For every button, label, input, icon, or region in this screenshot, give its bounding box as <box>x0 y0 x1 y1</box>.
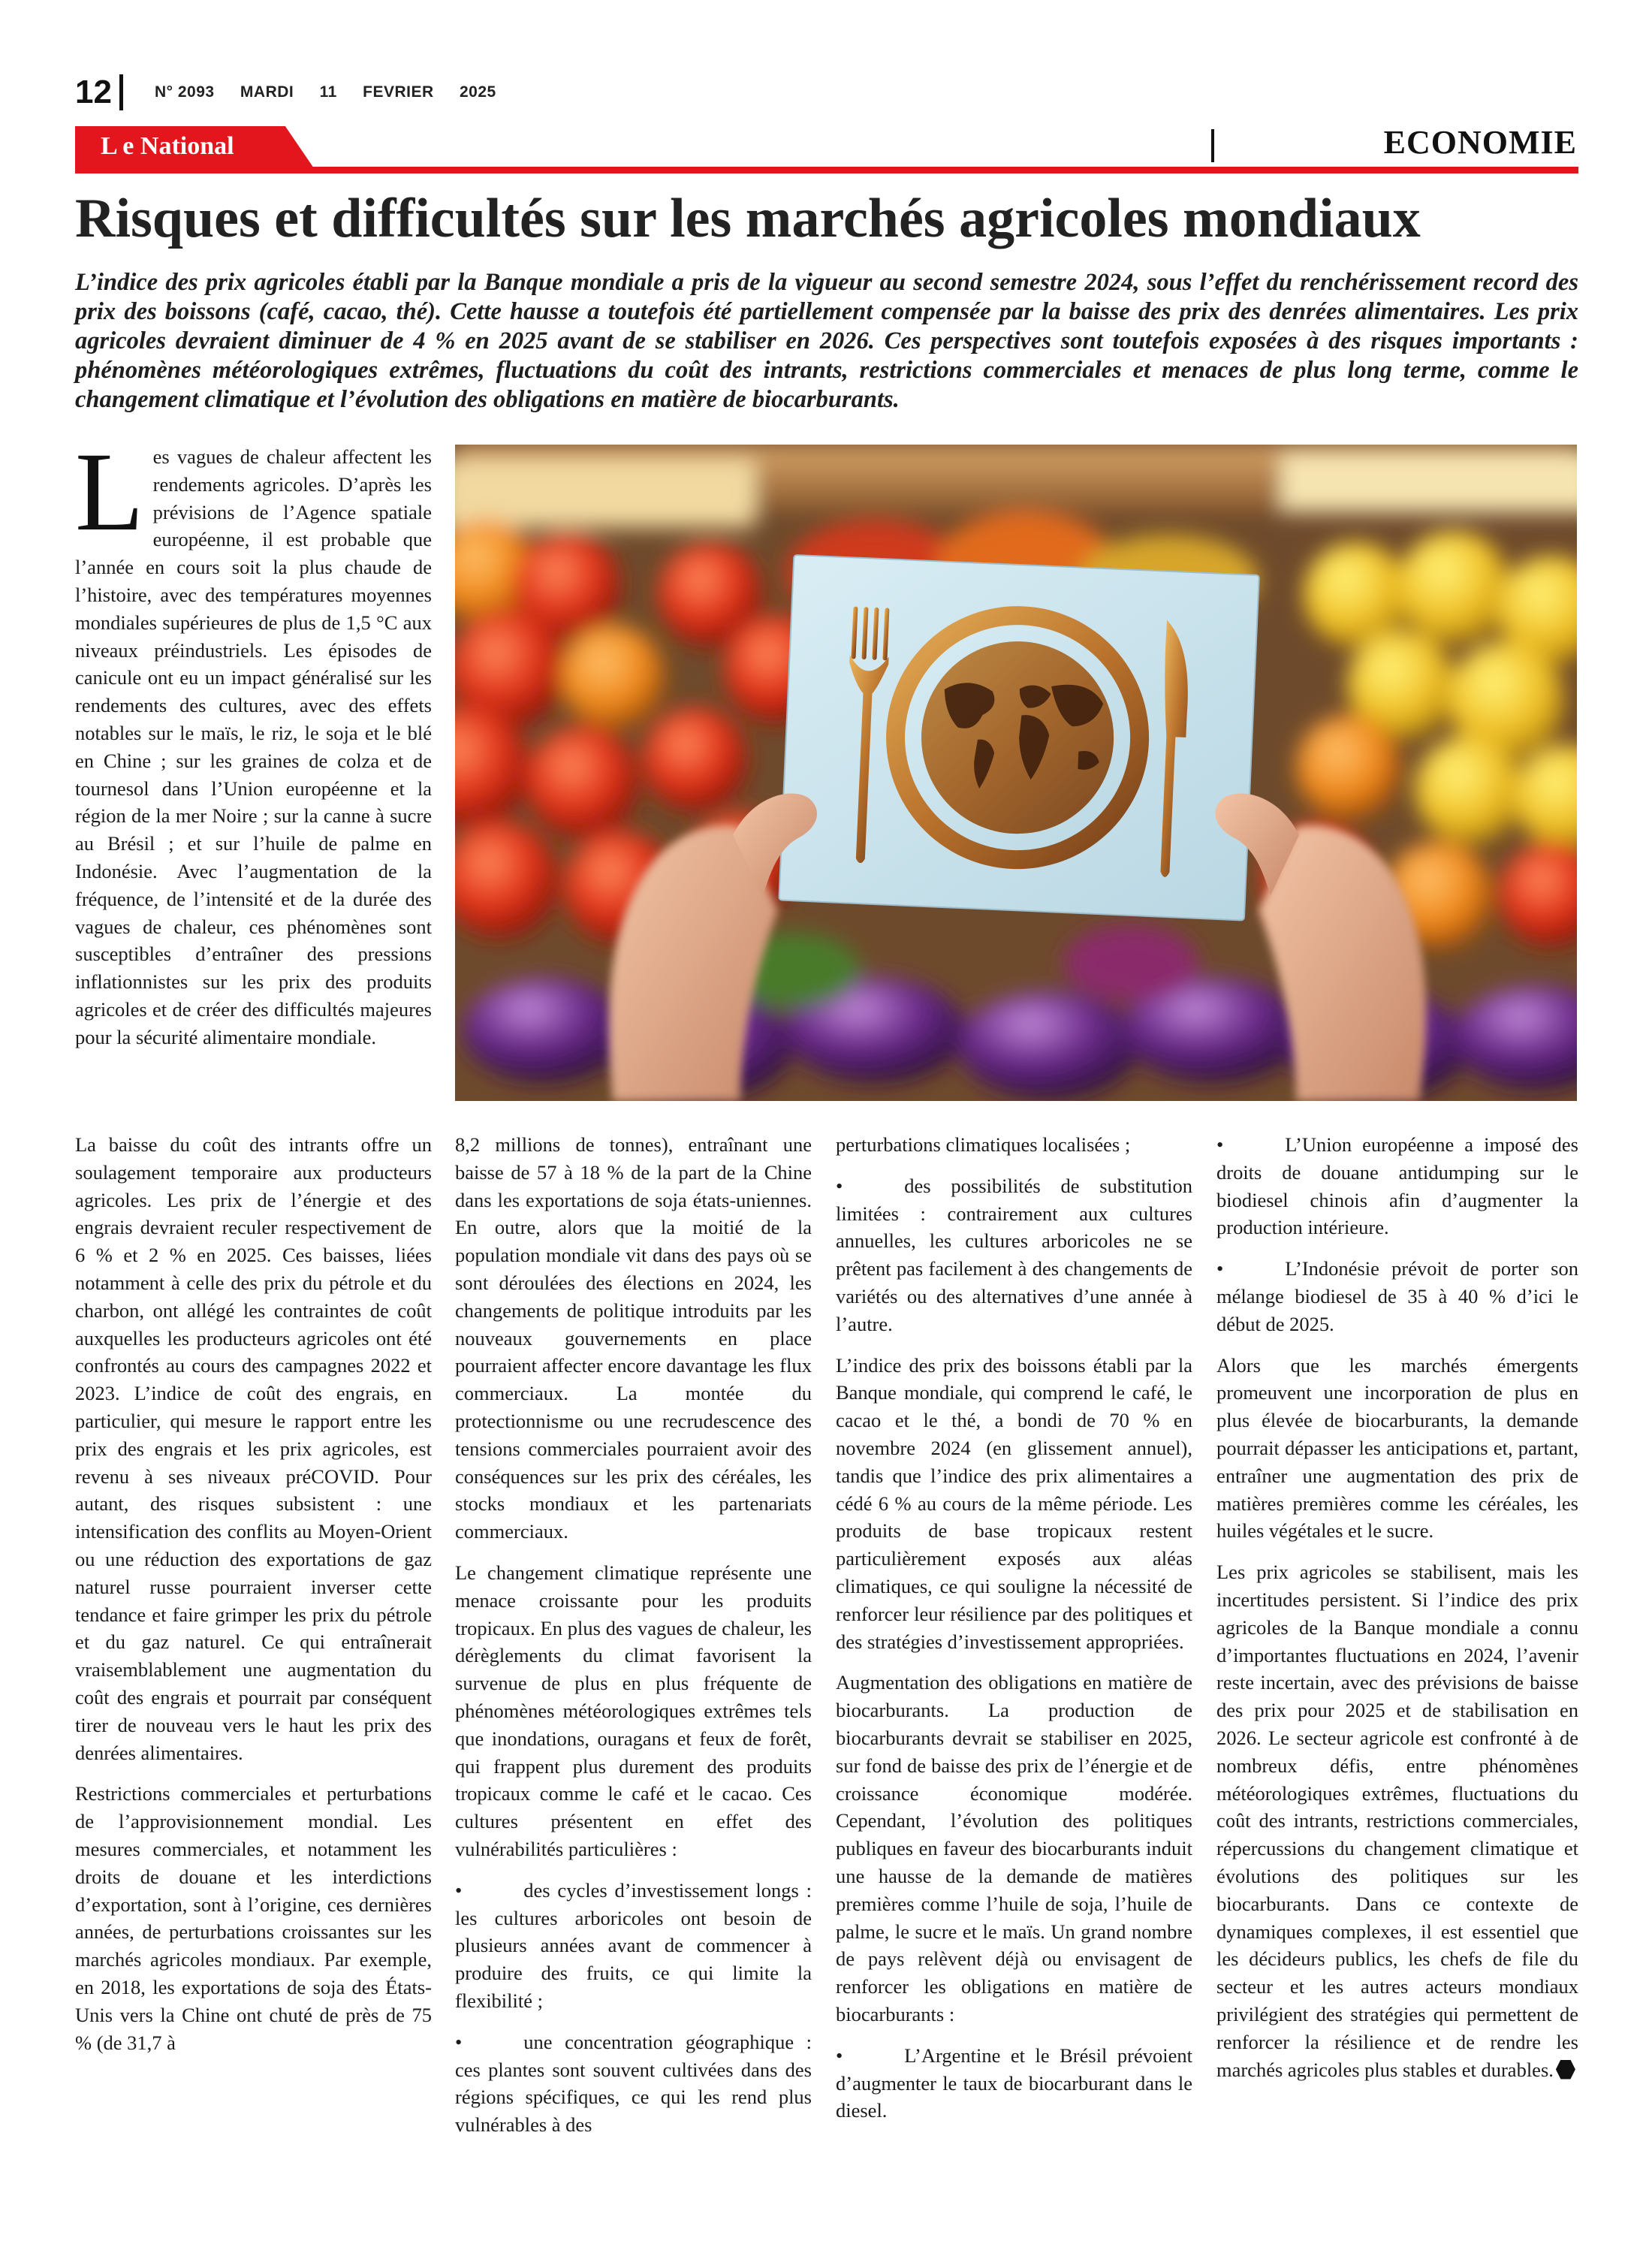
issue-month: FEVRIER <box>363 83 434 101</box>
list-item: • une concentration géographique : ces plantes sont souvent cultivées dans des régions spécifiques, ce qui les rend plus vulnérables à des <box>455 2030 812 2137</box>
section-divider <box>1211 129 1214 162</box>
article-headline: Risques et difficultés sur les marchés agricoles mondiaux <box>75 188 1421 249</box>
list-item: • L’Union européenne a imposé des droits de douane antidumping sur le biodiesel chinois afin d’augmenter la production intérieure. <box>1216 1133 1578 1239</box>
bullet-icon: • <box>836 2043 843 2067</box>
list-item: • des cycles d’investissement longs : les cultures arboricoles ont besoin de plusieurs années avant de commencer à produire des fruits, ce qui limite la flexibilité ; <box>455 1878 812 2012</box>
issue-number: N° 2093 <box>154 83 215 101</box>
column-1 <box>75 1131 432 2070</box>
paragraph-list-continued: perturbations climatiques localisées ; <box>836 1133 1131 1156</box>
article-lead: L’indice des prix agricoles établi par la Banque mondiale a pris de la vigueur au second semestre 2024, sous l’effet du renchérissement record des prix des boissons (café, cacao, thé). Cette hausse a toutefois été partiellement compensée par la baisse des prix des denrées alimentaires. Les prix agricoles devraient diminuer de 4 % en 2025 avant de se stabiliser en 2026. Ces perspectives sont toutefois exposées à des risques importants : phénomènes météorologiques extrêmes, fluctuations du coût des intrants, restrictions commerciales et menaces de plus long terme, comme le changement climatique et l’évolution des obligations en matière de biocarburants. <box>75 269 1578 413</box>
list-item: • L’Indonésie prévoit de porter son mélange biodiesel de 35 à 40 % d’ici le début de 2025. <box>1216 1257 1578 1335</box>
issue-date: 11 <box>319 83 337 101</box>
drop-cap: L <box>75 430 144 554</box>
article-photo <box>455 445 1577 1101</box>
column-2 <box>455 1131 812 2152</box>
column-4 <box>1216 1131 1578 2097</box>
paragraph-climate-change: Le changement climatique représente une menace croissante pour les produits tropicaux. En plus des vagues de chaleur, les dérèglements du climat favorisent la survenue de plus en plus fréquente de phénomènes météorologiques extrêmes tels que inondations, ouragans et feux de forêt, qui frappent plus durement des produits tropicaux comme le café et le cacao. Ces cultures présentent en effet des vulnérabilités particulières : <box>455 1561 812 1860</box>
paragraph-beverage-index: L’indice des prix des boissons établi par la Banque mondiale, qui comprend le café, le cacao et le thé, a bondi de 70 % en novembre 2024 (en glissement annuel), tandis que l’indice des prix alimentaires a cédé 6 % au cours de la même période. Les produits de base tropicaux restent particulièrement exposés aux aléas climatiques, ce qui souligne la nécessité de renforcer leur résilience par des politiques et des stratégies d’investissement appropriées. <box>836 1353 1192 1653</box>
plate-card <box>779 555 1259 921</box>
page-number: 12 <box>75 74 112 110</box>
bullet-icon: • <box>836 1174 843 1197</box>
bullet-icon: • <box>455 1878 463 1902</box>
paragraph-heat-waves: es vagues de chaleur affectent les rendements agricoles. D’après les prévisions de l’Agence spatiale européenne, il est probable que l’année en cours soit la plus chaude de l’histoire, avec des températures moyennes mondiales supérieures de plus de 1,5 °C aux niveaux préindustriels. Les épisodes de canicule ont eu un impact généralisé sur les rendements des cultures, avec des effets notables sur le maïs, le riz, le soja et le blé en Chine ; sur les graines de colza et de tournesol dans l’Union européenne et la région de la mer Noire ; sur la canne à sucre au Brésil ; et sur l’huile de palme en Indonésie. Avec l’augmentation de la fréquence, de l’intensité et de la durée des vagues de chaleur, ces phénomènes sont susceptibles d’entraîner des pressions inflationnistes sur les prix des produits agricoles et de créer des difficultés majeures pour la sécurité alimentaire mondiale. <box>75 445 432 1048</box>
paragraph-conclusion: Les prix agricoles se stabilisent, mais les incertitudes persistent. Si l’indice des prix agricoles de la Banque mondiale a connu d’importantes fluctuations en 2024, l’avenir reste incertain, avec des prévisions de baisse des prix pour 2025 et de stabilisation en 2026. Le secteur agricole est confronté à de nombreux défis, entre phénomènes météorologiques extrêmes, fluctuations du coût des intrants, restrictions commerciales, répercussions du changement climatique et évolutions des politiques sur les biocarburants. Dans ce contexte de dynamiques complexes, il est essentiel que les décideurs publics, les chefs de file du secteur et les autres acteurs mondiaux privilégient des stratégies qui permettent de renforcer la résilience et de rendre les marchés agricoles plus stables et durables. <box>1216 1561 1578 2081</box>
header-rule <box>75 167 1578 173</box>
bullet-icon: • <box>455 2030 463 2053</box>
issue-info <box>155 83 517 101</box>
paragraph-trade-continued: 8,2 millions de tonnes), entraînant une baisse de 57 à 18 % de la part de la Chine dans les exportations de soja états-uniennes. En outre, alors que la moitié de la population mondiale vit dans des pays où se sont déroulées des élections en 2024, les changements de politique introduits par les nouveaux gouvernements en place pourraient affecter encore davantage les flux commerciaux. La montée du protectionnisme ou une recrudescence des tensions commerciales pourraient avoir des conséquences sur les prix des céréales, les stocks mondiaux et les partenariats commerciaux. <box>455 1133 812 1543</box>
page-number-divider <box>119 74 123 110</box>
page-header <box>75 74 517 111</box>
end-of-article-icon <box>1556 2060 1575 2080</box>
list-item: • L’Argentine et le Brésil prévoient d’augmenter le taux de biocarburant dans le diesel. <box>836 2043 1192 2122</box>
paragraph-emerging-markets: Alors que les marchés émergents promeuvent une incorporation de plus en plus élevée de biocarburants, la demande pourrait dépasser les anticipations et, partant, entraîner une augmentation des prix de matières premières comme les céréales, les huiles végétales et le sucre. <box>1216 1353 1578 1543</box>
publication-name: L e National <box>101 132 234 160</box>
paragraph-trade-restrictions: Restrictions commerciales et perturbations de l’approvisionnement mondial. Les mesures commerciales, et notamment les droits de douane et les interdictions d’exportation, sont à l’origine, ces dernières années, de perturbations croissantes sur les marchés agricoles mondiaux. Par exemple, en 2018, les exportations de soja des États-Unis vers la Chine ont chuté de près de 75 % (de 31,7 à <box>75 1782 432 2054</box>
section-title: ECONOMIE <box>1383 124 1577 161</box>
issue-day: MARDI <box>240 83 294 101</box>
bullet-icon: • <box>1216 1133 1224 1156</box>
paragraph-input-costs: La baisse du coût des intrants offre un soulagement temporaire aux producteurs agricoles. Les prix de l’énergie et des engrais devraient reculer respectivement de 6 % et 2 % en 2025. Ces baisses, liées notamment à celle des prix du pétrole et du charbon, ont allégé les contraintes de coût auxquelles les producteurs agricoles ont été confrontés au cours des campagnes 2022 et 2023. L’indice de coût des engrais, en particulier, qui mesure le rapport entre les prix des engrais et les prix agricoles, est revenu à ses niveaux préCOVID. Pour autant, des risques subsistent : une intensification des conflits au Moyen-Orient ou une réduction des exportations de gaz naturel russe pourraient inverser cette tendance et faire grimper les prix du pétrole et du gaz naturel. Ce qui entraînerait vraisemblablement une augmentation du coût des engrais et pourrait par conséquent tirer de nouveau vers le haut les prix des denrées alimentaires. <box>75 1133 432 1764</box>
column-3 <box>836 1131 1192 2138</box>
issue-year: 2025 <box>460 83 496 101</box>
bullet-icon: • <box>1216 1257 1224 1280</box>
list-item: • des possibilités de substitution limitées : contrairement aux cultures annuelles, les cultures arboricoles ne se prêtent pas facilement à des changements de variétés ou des alternatives d’une année à l’autre. <box>836 1174 1192 1335</box>
column-1-top <box>75 430 432 1065</box>
paragraph-biofuels: Augmentation des obligations en matière de biocarburants. La production de biocarburants devrait se stabiliser en 2025, sur fond de baisse des prix de l’énergie et de croissance économique modérée. Cependant, l’évolution des politiques publiques en faveur des biocarburants induit une hausse de la demande de matières premières comme l’huile de soja, l’huile de palme, le sucre et le maïs. Un grand nombre de pays relèvent déjà ou envisagent de renforcer les obligations en matière de biocarburants : <box>836 1671 1192 2025</box>
